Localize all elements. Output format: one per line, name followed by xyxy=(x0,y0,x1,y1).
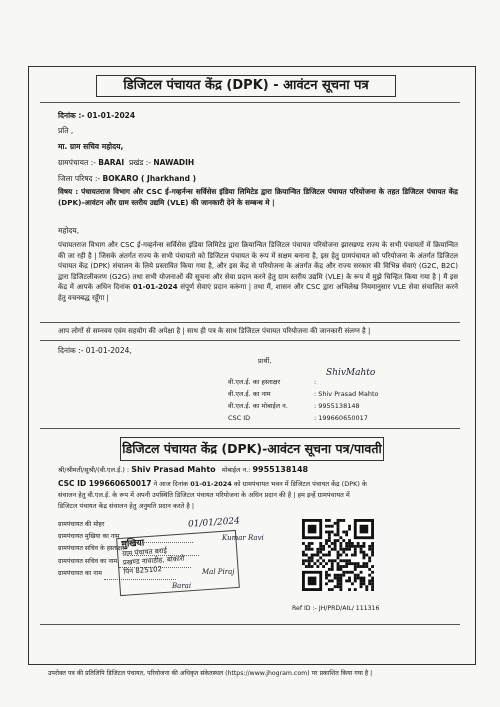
notice-date-2: दिनांक :- 01-01-2024, xyxy=(58,346,132,355)
divider xyxy=(40,624,460,625)
divider xyxy=(40,102,460,103)
mobile-value: 9955138148 xyxy=(252,465,309,474)
sig-row xyxy=(228,400,378,412)
divider xyxy=(40,322,460,323)
footer-note: उपरोक्त पत्र की प्रतिलिपि डिजिटल पंचायत, परियोजना की अधिकृत संकेतस्थल (https://www.jhogram.com) पर प्रकाशित किया गया है | xyxy=(48,670,373,677)
district-value: BOKARO ( Jharkhand ) xyxy=(102,174,197,183)
sig-row xyxy=(228,388,378,400)
prarthi: प्रार्थी, xyxy=(258,357,272,365)
stamp-text: पिन 825102 xyxy=(123,565,163,576)
receipt-text: ने आज दिनांक xyxy=(153,480,189,488)
stamp-text: ग्राम पंचायत बराई xyxy=(121,546,168,558)
notice-date: दिनांक :- 01-01-2024 xyxy=(58,111,136,120)
field-label: ग्रामपंचायत मुखिया का नाम xyxy=(58,533,120,541)
csc-id: CSC ID 199660650017 xyxy=(58,479,152,488)
stamp-text: प्रखण्ड नावाडीह, बोकारो xyxy=(122,554,185,567)
closing-line: आप लोगों से सम्नवय एवंम सहयोग की अपेक्षा है | साथ ही पत्र के साथ डिजिटल पंचायत परियोजना की जानकारी संलग्न है | xyxy=(58,327,371,335)
sig-key: वी.एल.ई. का हस्ताक्षर xyxy=(228,378,281,386)
ref-id: Ref ID :- JH/PRD/AIL/ 111316 xyxy=(292,605,380,612)
sig-key: वी.एल.ई. का मोबाईल न. xyxy=(228,402,288,410)
mobile-label: मोबाईल न.: xyxy=(221,466,251,474)
block-value: NAWADIH xyxy=(153,158,195,167)
sig-key: वी.एल.ई. का नाम xyxy=(228,390,271,398)
vle-signature-table xyxy=(228,376,378,424)
gp-line xyxy=(58,158,194,168)
addressee: मा. ग्राम सचिव महोदय, xyxy=(58,142,124,151)
body-text: पंचायतराज विभाग और CSC ई-गव्हर्नन्स सर्विसेस इंडिया लिमिटेड द्वारा क्रियान्वित डिजिटल पंचायत परियोजना झारखण्ड राज्य के सभी पंचायतों में क्रियान्वित की जा रही है | जिसके अंतर्गत राज्य के सभी पंचायतो को डिजिटल पंचायत के रूप में सक्षम बनाना है, इस हेतु ग्रामपंचायत को परियोजना के अंतर्गत डिजिटल पंचायत केंद्र (DPK) संचालन के लिये प्रस्तावित किया गया है, और इस केंद्र से परियोजना के अंतर्गत केंद्र और राज्य सरकार की विभिन्न सेवाएं (G2C, B2C) द्वारा डिजिटलीकरण (G2G) तथा सभी योजनाओं की सूचना और सेवा प्रदान करने हेतु ग्राम स्तरीय उद्यमि (VLE) के रूप में मुझे चिन्हित किया गया है | मैं इस केंद्र में आपके अधिन दिनांक xyxy=(58,241,458,292)
sig-value: : 199660650017 xyxy=(314,414,368,422)
gp-label: ग्रामपंचायत :- xyxy=(58,158,96,167)
district-label: जिला परिषद :- xyxy=(58,174,101,183)
receipt-text: को ग्रामपंचायत भवन में डिजिटल पंचायत केंद्र (DPK) के xyxy=(233,480,367,488)
field-row xyxy=(58,519,199,531)
body-paragraph xyxy=(58,240,458,304)
receipt-title: डिजिटल पंचायत केंद्र (DPK)-आवंटन सूचना पत्र/पावती xyxy=(120,437,384,461)
receipt-date: 01-01-2024 xyxy=(190,480,232,488)
sig-row xyxy=(228,412,378,424)
receipt-name-line xyxy=(58,465,308,475)
sig-key: CSC ID xyxy=(228,414,251,422)
sig-value: : xyxy=(314,378,317,386)
vle-name: Shiv Prasad Mahto xyxy=(131,465,216,474)
subject: विषय : पंचायतराज विभाग और CSC ई-गव्हर्नन्स सर्विसेस इंडिया लिमिटेड द्वारा क्रियान्वित डिजिटल पंचायत परियोजना के तहत डिजिटल पंचायत केंद्र (DPK)-आवंटन और ग्राम स्तरीय उद्यमि (VLE) की जानकारी देने के सम्बन्ध मे | xyxy=(58,187,458,207)
sig-value: : 9955138148 xyxy=(314,402,360,410)
handwritten-gp: Barai xyxy=(172,582,192,590)
sig-value: : Shiv Prasad Mahto xyxy=(314,390,379,398)
prati: प्रति , xyxy=(58,126,74,135)
qr-code xyxy=(302,519,374,591)
divider xyxy=(40,428,460,429)
block-label: प्रखंड :- xyxy=(128,158,151,167)
district-line xyxy=(58,174,196,184)
salutation: महोदय, xyxy=(58,226,80,235)
divider xyxy=(40,340,460,341)
notice-title: डिजिटल पंचायत केंद्र (DPK) - आवंटन सूचना पत्र xyxy=(96,75,396,97)
body-tail: संपूर्ण सेवाएं प्रदान करूंगा | तथा मैं, शासन और CSC द्वारा अभिलेख नियमानुसार VLE सेवा संचालित करने हेतु वचनबद्ध रहूँगा | xyxy=(58,283,458,302)
gp-value: BARAI xyxy=(98,158,125,167)
handwritten-name: Kumar Ravi xyxy=(222,534,264,542)
field-label: ग्रामपंचायत की मोहर xyxy=(58,521,105,528)
field-label: ग्रामपंचायत का नाम xyxy=(58,569,102,577)
receipt-line-2: संचालन हेतु वी.एल.ई. के रूप में अपनी उपस्थिति डिजिटल पंचायत परियोजना के अधिन प्रदान की है | हम इन्हें ग्रामपंचायत में xyxy=(58,491,350,499)
field-label: ग्रामपंचायत सचिव के हस्ताक्षर xyxy=(58,545,125,553)
field-label: ग्रामपंचायत सचिव का नाम xyxy=(58,557,118,565)
handwritten-name: Mal Piraj xyxy=(202,568,235,576)
vle-signature: ShivMahto xyxy=(326,368,376,378)
stamp-text: मुखिया xyxy=(121,538,145,550)
name-prefix: श्री/श्रीमती/सुश्री/(वी.एल.ई.) : xyxy=(58,466,130,474)
receipt-line-3: डिजिटल पंचायत केंद्र संचालन हेतु अनुमति प्रदान करते है | xyxy=(58,502,195,510)
body-date: 01-01-2024 xyxy=(132,283,178,292)
receipt-line-1 xyxy=(58,479,367,489)
handwritten-date: 01/01/2024 xyxy=(187,516,241,530)
